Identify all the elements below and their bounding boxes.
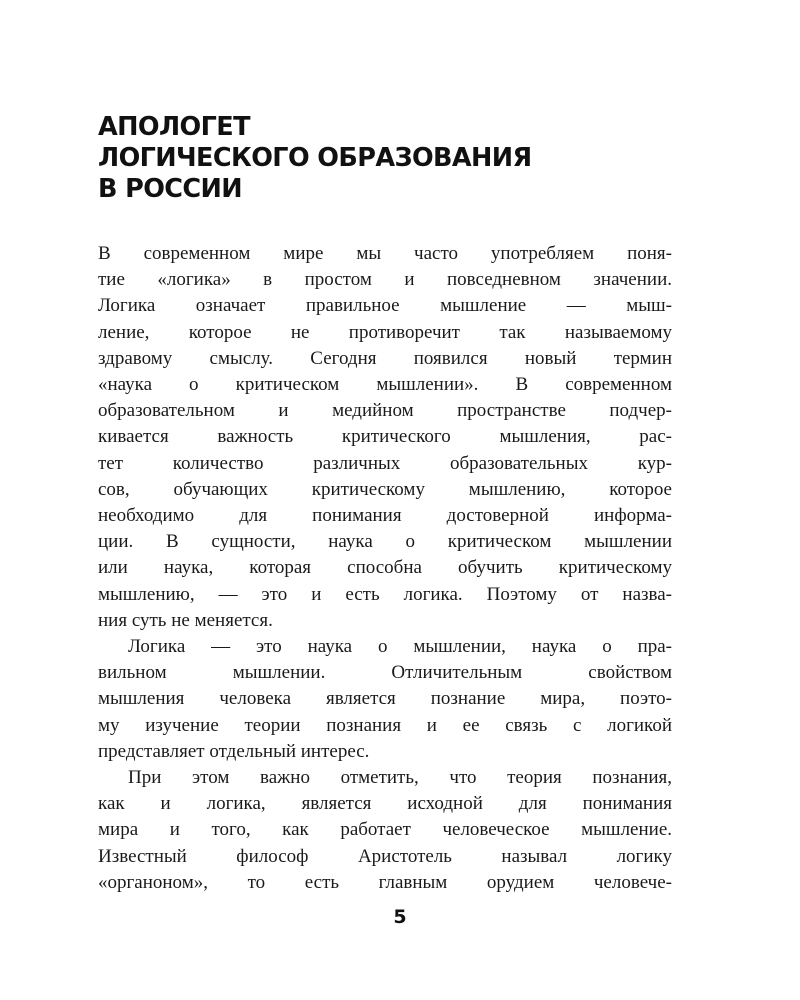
text-line: тие «логика» в простом и повседневном значении. [98,269,672,291]
text-line: необходимо для понимания достоверной информа- [98,505,672,527]
chapter-title-line: В РОССИИ [98,174,242,204]
text-line: «наука о критическом мышлении». В современном [98,374,672,396]
text-line: представляет отдельный интерес. [98,740,370,762]
paragraph-1 [98,241,672,634]
text-line: вильном мышлении. Отличительным свойством [98,662,672,684]
text-line: или наука, которая способна обучить критическому [98,557,672,579]
text-line: мира и того, как работает человеческое мышление. [98,819,672,841]
text-line: кивается важность критического мышления, рас- [98,426,672,448]
text-line: тет количество различных образовательных кур- [98,452,672,474]
chapter-title [98,112,672,205]
text-line: сов, обучающих критическому мышлению, которое [98,478,672,500]
page-number: 5 [393,906,407,928]
text-line: При этом важно отметить, что теория познания, [128,767,672,789]
chapter-title-line: АПОЛОГЕТ [98,112,250,142]
text-line: ление, которое не противоречит так называемому [98,321,672,343]
text-line: как и логика, является исходной для понимания [98,793,672,815]
chapter-title-line: ЛОГИЧЕСКОГО ОБРАЗОВАНИЯ [98,143,532,173]
text-line: «органоном», то есть главным орудием человече- [98,871,672,893]
text-line: Известный философ Аристотель называл логику [98,845,672,867]
text-line: му изучение теории познания и ее связь с логикой [98,714,672,736]
text-line: мышления человека является познание мира, поэто- [98,688,672,710]
text-line: ния суть не меняется. [98,609,273,631]
page-content [98,112,672,896]
text-line: здравому смыслу. Сегодня появился новый термин [98,347,672,369]
text-line: образовательном и медийном пространстве подчер- [98,400,672,422]
text-line: Логика — это наука о мышлении, наука о пра- [128,636,672,658]
paragraph-2 [98,634,672,765]
text-line: В современном мире мы часто употребляем поня- [98,243,672,264]
body-text [98,241,672,896]
text-line: мышлению, — это и есть логика. Поэтому от назва- [98,583,672,605]
text-line: ции. В сущности, наука о критическом мышлении [98,531,672,553]
paragraph-3 [98,765,672,896]
text-line: Логика означает правильное мышление — мыш- [98,295,672,317]
